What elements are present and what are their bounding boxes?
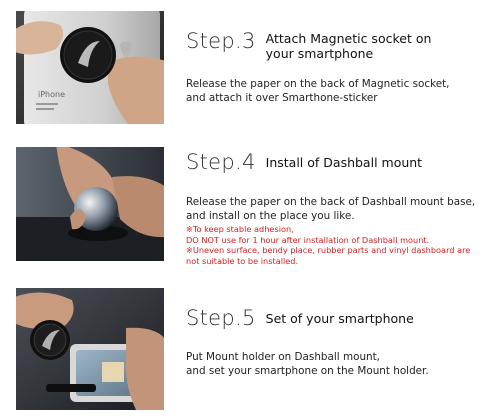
note-line: not suitable to be installed. xyxy=(186,255,299,266)
step-3-heading xyxy=(186,28,431,61)
warning-notes xyxy=(186,224,486,266)
step-title: Install of Dashball mount xyxy=(265,155,423,170)
phone-back-illustration xyxy=(16,11,164,124)
step-description: Release the paper on the back of Dashball mount base, and install on the place you like. xyxy=(186,196,476,222)
phone-label: iPhone xyxy=(38,90,66,99)
note-line: ※To keep stable adhesion, xyxy=(186,224,294,234)
step-number: Step.3 xyxy=(186,29,256,53)
note-line: DO NOT use for 1 hour after installation of Dashball mount. xyxy=(186,234,430,245)
step-title: Attach Magnetic socket on your smartphone xyxy=(265,31,432,61)
note-line: ※Uneven surface, bendy place, rubber parts and vinyl dashboard are xyxy=(186,245,471,255)
step-number: Step.5 xyxy=(186,306,256,330)
step-title: Set of your smartphone xyxy=(265,311,414,326)
step-section-3 xyxy=(0,0,500,135)
step-5-heading xyxy=(186,305,414,331)
mount-holder-illustration xyxy=(16,288,164,410)
step-description: Release the paper on the back of Magnetic socket, and attach it over Smarthone-sticker xyxy=(186,78,450,104)
step-5-photo xyxy=(16,288,164,410)
dashball-mount-illustration xyxy=(16,147,164,261)
step-3-photo xyxy=(16,11,164,124)
step-4-photo xyxy=(16,147,164,261)
step-number: Step.4 xyxy=(186,150,256,174)
step-section-5 xyxy=(0,280,500,416)
step-section-4 xyxy=(0,137,500,278)
step-4-heading xyxy=(186,149,422,175)
step-description: Put Mount holder on Dashball mount, and set your smartphone on the Mount holder. xyxy=(186,351,429,377)
